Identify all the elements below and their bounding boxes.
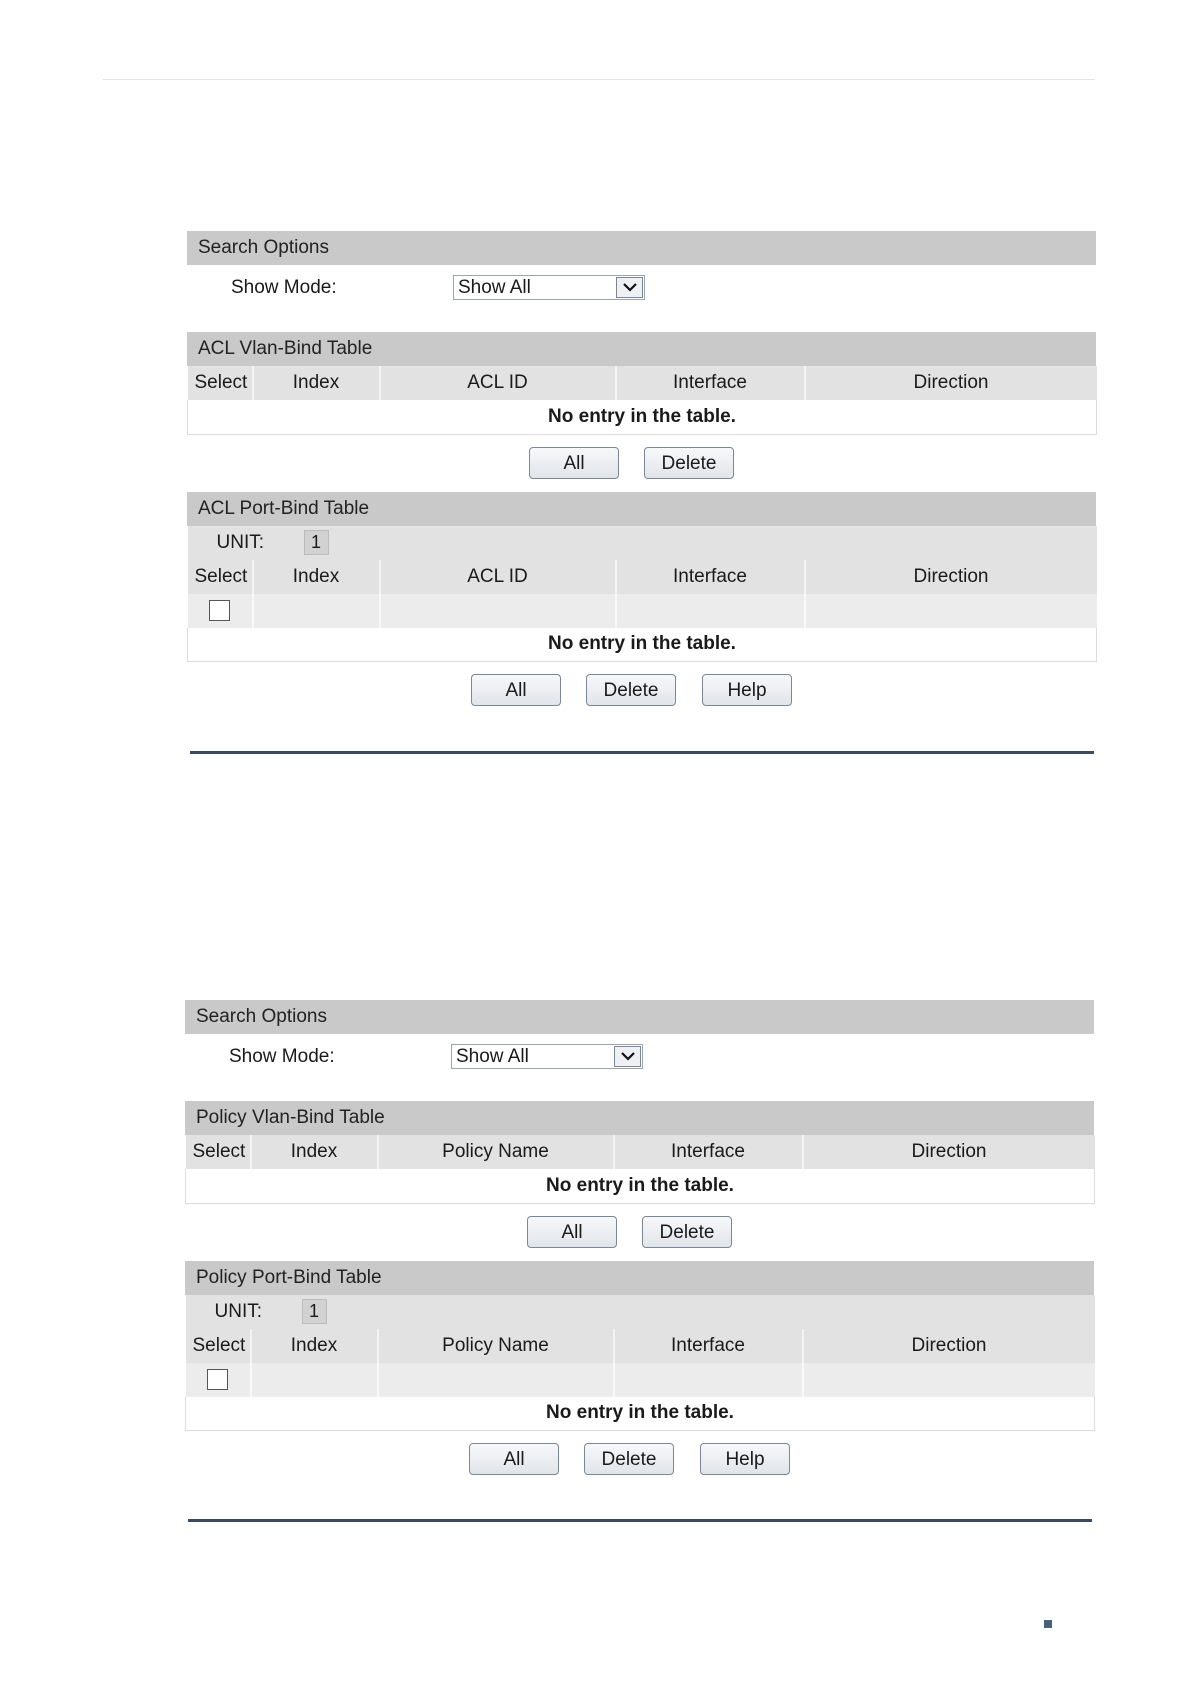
select-all-row <box>186 1363 1095 1397</box>
select-all-button[interactable]: All <box>527 1216 617 1248</box>
unit-1-button[interactable]: 1 <box>304 530 329 555</box>
select-all-button[interactable]: All <box>469 1443 559 1475</box>
vlan-table-button-row <box>187 435 1096 492</box>
page-header-rule <box>103 79 1095 80</box>
table-header-row <box>188 366 1097 400</box>
unit-1-button[interactable]: 1 <box>302 1299 327 1324</box>
show-mode-select[interactable] <box>453 275 645 300</box>
show-mode-row <box>185 1034 1094 1081</box>
show-mode-label: Show Mode: <box>231 277 337 298</box>
select-all-checkbox[interactable] <box>207 1369 228 1390</box>
vlan-table-button-row <box>185 1204 1094 1261</box>
column-header-select: Select <box>186 1135 251 1169</box>
show-mode-value: Show All <box>456 1046 529 1067</box>
unit-selector-row <box>188 526 1097 560</box>
column-header-select: Select <box>188 366 253 400</box>
column-header-policy-name: Policy Name <box>378 1135 614 1169</box>
select-all-checkbox[interactable] <box>209 600 230 621</box>
column-header-index: Index <box>251 1329 378 1363</box>
chevron-down-icon[interactable] <box>614 1046 641 1067</box>
policy-port-bind-table <box>185 1295 1095 1432</box>
column-header-index: Index <box>253 560 380 594</box>
show-mode-value: Show All <box>458 277 531 298</box>
chevron-down-icon[interactable] <box>616 277 643 298</box>
port-table-button-row <box>187 662 1096 719</box>
column-header-direction: Direction <box>803 1329 1095 1363</box>
show-mode-label: Show Mode: <box>229 1046 335 1067</box>
column-header-acl-id: ACL ID <box>380 366 616 400</box>
empty-table-message: No entry in the table. <box>186 1397 1095 1431</box>
column-header-select: Select <box>186 1329 251 1363</box>
empty-table-message: No entry in the table. <box>188 400 1097 434</box>
table-header-row <box>186 1135 1095 1169</box>
column-header-acl-id: ACL ID <box>380 560 616 594</box>
page-marker-icon <box>1044 1620 1052 1628</box>
select-all-button[interactable]: All <box>529 447 619 479</box>
show-mode-select[interactable] <box>451 1044 643 1069</box>
column-header-index: Index <box>253 366 380 400</box>
empty-table-message: No entry in the table. <box>186 1169 1095 1203</box>
column-header-interface: Interface <box>616 560 805 594</box>
delete-button[interactable]: Delete <box>586 674 676 706</box>
column-header-direction: Direction <box>805 560 1097 594</box>
select-all-button[interactable]: All <box>471 674 561 706</box>
help-button[interactable]: Help <box>700 1443 790 1475</box>
empty-table-message: No entry in the table. <box>188 628 1097 662</box>
acl-port-bind-table-header: ACL Port-Bind Table <box>187 492 1096 526</box>
table-header-row <box>188 560 1097 594</box>
help-button[interactable]: Help <box>702 674 792 706</box>
unit-label: UNIT: <box>216 531 264 553</box>
column-header-interface: Interface <box>614 1135 803 1169</box>
show-mode-row <box>187 265 1096 312</box>
policy-binding-panel <box>185 1000 1094 1488</box>
unit-selector-row <box>186 1295 1095 1329</box>
column-header-select: Select <box>188 560 253 594</box>
acl-port-bind-table <box>187 526 1097 663</box>
policy-vlan-bind-table-header: Policy Vlan-Bind Table <box>185 1101 1094 1135</box>
column-header-interface: Interface <box>614 1329 803 1363</box>
figure-divider <box>188 1519 1092 1522</box>
policy-port-bind-table-header: Policy Port-Bind Table <box>185 1261 1094 1295</box>
acl-binding-panel <box>187 231 1096 719</box>
policy-vlan-bind-table <box>185 1135 1095 1204</box>
unit-label: UNIT: <box>214 1300 262 1322</box>
figure-divider <box>190 751 1094 754</box>
search-options-header: Search Options <box>185 1000 1094 1034</box>
search-options-header: Search Options <box>187 231 1096 265</box>
acl-vlan-bind-table <box>187 366 1097 435</box>
column-header-interface: Interface <box>616 366 805 400</box>
column-header-direction: Direction <box>803 1135 1095 1169</box>
acl-vlan-bind-table-header: ACL Vlan-Bind Table <box>187 332 1096 366</box>
table-header-row <box>186 1329 1095 1363</box>
delete-button[interactable]: Delete <box>644 447 734 479</box>
column-header-policy-name: Policy Name <box>378 1329 614 1363</box>
column-header-direction: Direction <box>805 366 1097 400</box>
delete-button[interactable]: Delete <box>642 1216 732 1248</box>
select-all-row <box>188 594 1097 628</box>
delete-button[interactable]: Delete <box>584 1443 674 1475</box>
port-table-button-row <box>185 1431 1094 1488</box>
column-header-index: Index <box>251 1135 378 1169</box>
